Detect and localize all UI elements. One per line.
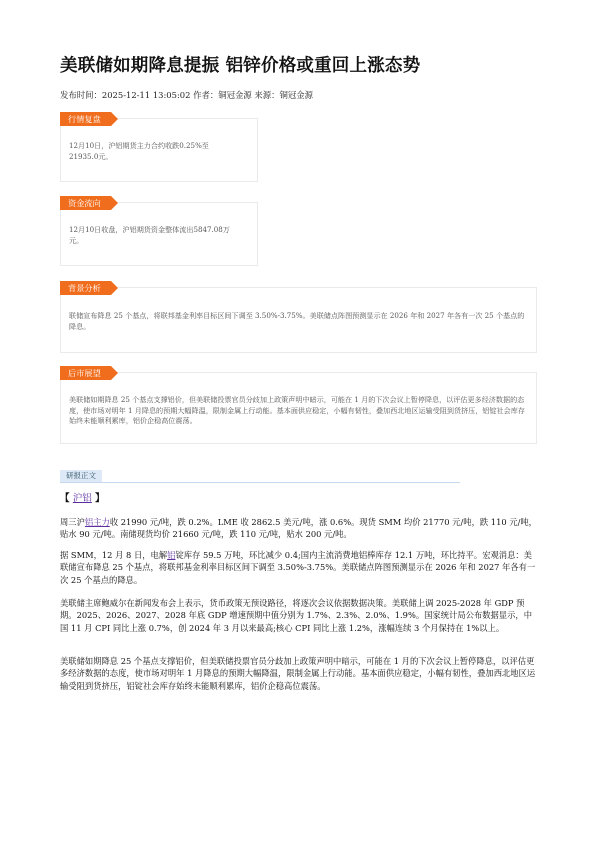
- research-label: 研报正文: [60, 470, 102, 482]
- background-analysis-tag: 背景分析: [60, 281, 111, 295]
- paragraph-3: 美联储主席鲍威尔在新闻发布会上表示，货币政策无预设路径，将逐次会议依据数据决策。美联储上调 2025-2028 年 GDP 预期。2025、2026、2027、2028 年底 GDP 增速预期中值分别为 1.7%、2.3%、2.0%、1.9%。国家统计局公布数据显示，中国 11 月 CPI 同比上涨 0.7%，创 2024 年 3 月以来最高;核心 CPI 同比上涨 1.2%，涨幅连续 3 个月保持在 1%以上。: [60, 598, 532, 633]
- outlook-tag: 后市展望: [60, 366, 111, 380]
- paragraph-4: 美联储如期降息 25 个基点支撑铝价，但美联储投票官员分歧加上政策声明中暗示，可能在 1 月的下次会议上暂停降息，以评估更多经济数据的态度，使市场对明年 1 月降息的预期大幅降温，限制金属上行动能。基本面供应稳定，小幅有韧性，叠加西北地区运输受阻到货挤压，铝锭社会库存始终未能顺利累库，铝价企稳高位震荡。: [60, 656, 536, 691]
- market-review-tag: 行情复盘: [60, 112, 111, 126]
- fund-flow-text: 12月10日收盘，沪铝期货资金整体流出5847.08万元。: [69, 225, 230, 245]
- paragraph-1-body: 收 21990 元/吨，跌 0.2%。LME 收 2862.5 美元/吨，涨 0.6%。现货 SMM 均价 21770 元/吨，跌 110 元/吨，贴水 90 元/吨。南储现货均价 21660 元/吨，跌 110 元/吨，贴水 200 元/吨。: [60, 517, 537, 540]
- background-analysis-text: 联储宣布降息 25 个基点，将联邦基金利率目标区间下调至 3.50%-3.75%。美联储点阵图预测显示在 2026 年和 2027 年各有一次 25 个基点的降息。: [69, 311, 525, 331]
- paragraph-2-lead: 据 SMM，12 月 8 日，电解: [60, 550, 168, 560]
- paragraph-1: [60, 516, 540, 541]
- link-aluminum-main[interactable]: 铝主力: [84, 517, 110, 527]
- fund-flow-tag: 资金流向: [60, 196, 111, 210]
- paragraph-2: [60, 549, 540, 586]
- outlook-box: [60, 368, 537, 444]
- background-analysis-box: [60, 283, 537, 353]
- link-aluminum[interactable]: 铝: [167, 550, 176, 560]
- paragraph-2-body: 锭库存 59.5 万吨，环比减少 0.4;国内主流消费地铝棒库存 12.1 万吨，环比持平。宏观消息：美联储宣布降息 25 个基点，将联邦基金利率目标区间下调至 3.50%-3.75%。美联储点阵图预测显示在 2026 年和 2027 年各有一次 25 个基点的降息。: [60, 550, 536, 585]
- market-review-box: [60, 114, 258, 182]
- section-link-aluminum[interactable]: 沪铝: [72, 493, 92, 504]
- section-heading: [60, 490, 105, 504]
- page-title: 美联储如期降息提振 铝锌价格或重回上涨态势: [60, 56, 421, 76]
- outlook-text: 美联储如期降息 25 个基点支撑铝价，但美联储投票官员分歧加上政策声明中暗示，可能在 1 月的下次会议上暂停降息，以评估更多经济数据的态度，使市场对明年 1 月降息的预期大幅降温，限制金属上行动能。基本面供应稳定，小幅有韧性，叠加西北地区运输受阻到货挤压，铝锭社会库存始终未能顺利累库，铝价企稳高位震荡。: [69, 395, 525, 425]
- paragraph-1-lead: 周三沪: [60, 517, 85, 527]
- research-divider: [60, 482, 460, 483]
- section-bracket-open: 【: [60, 493, 70, 504]
- market-review-text: 12月10日，沪铝期货主力合约收跌0.25%至21935.0元。: [69, 141, 209, 161]
- section-bracket-close: 】: [95, 493, 105, 504]
- fund-flow-box: [60, 198, 258, 266]
- article-meta: 发布时间：2025-12-11 13:05:02 作者：铜冠金源 来源：铜冠金源: [60, 90, 314, 100]
